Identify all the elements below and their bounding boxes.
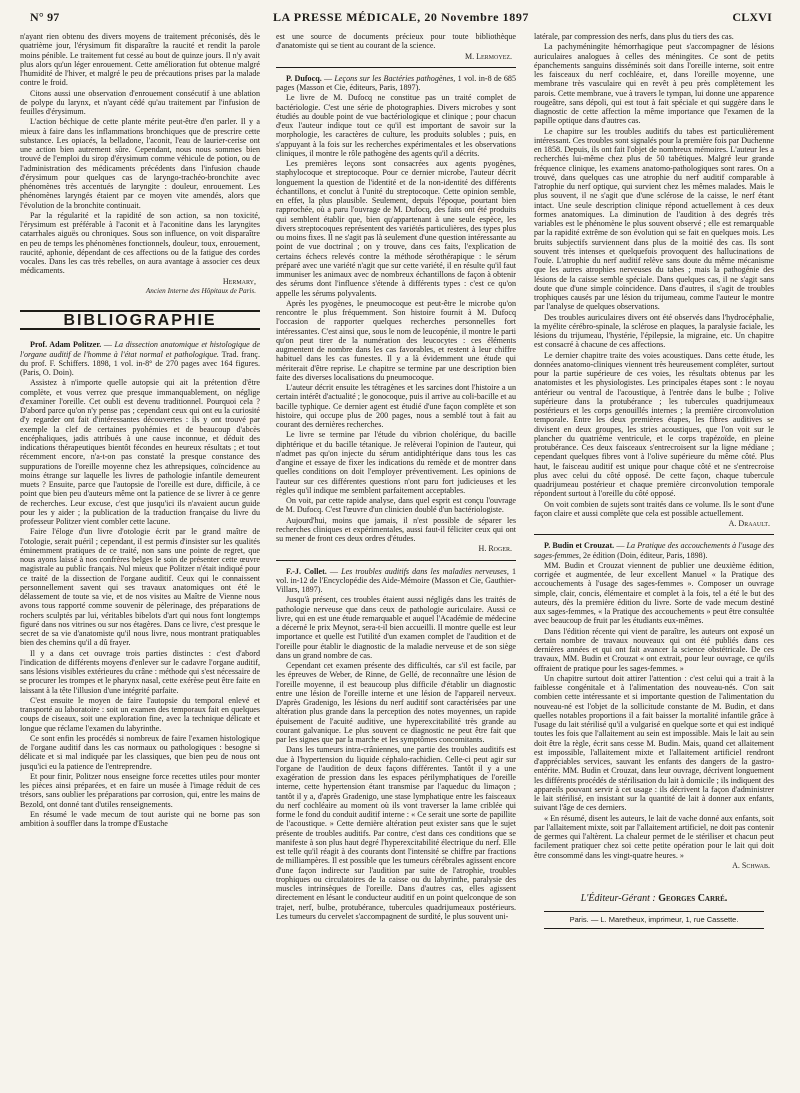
paragraph: En résumé le vade mecum de tout auriste qui ne borne pas son ambition à souffler dans la trompe d'Eustache <box>20 809 260 828</box>
review-heading: F.-J. Collet. — Les troubles auditifs dans les maladies nerveuses, 1 vol. in-12 de l'Encyclopédie des Aide-Mémoire (Masson et Cie, Gauthier-Villars, 1897). <box>276 566 516 594</box>
review-author: P. Budin et Crouzat. <box>544 541 615 551</box>
divider <box>276 67 516 68</box>
paragraph: « En résumé, disent les auteurs, le lait de vache donné aux enfants, soit par l'allaitement mixte, soit par l'allaitement artificiel, ne doit pas contenir de germes qui l'altèrent. La chaleur permet de le stériliser et chacun peut facilement pratiquer chez soi cette petite opération pour le lait qui doit être consommé dans les vingt-quatre heures. » <box>534 813 774 860</box>
paragraph: Citons aussi une observation d'enrouement consécutif à une ablation de polype du larynx, et n'ayant cédé qu'au traitement par l'infusion de feuilles d'érysimum. <box>20 88 260 116</box>
paragraph: La pachyméningite hémorrhagique peut s'accompagner de lésions auriculaires analogues à celles des méningites. Ce sont de petits épanchements sanguins disséminés soit dans l'oreille interne, soit entre les faisceaux du nerf cochléaire, et, dans l'oreille moyenne, une membrane très vasculaire qui en revêt à peu près complètement les parois. Cette membrane, vue à travers le tympan, lui donne une apparence rougeâtre, sans dépoli, qui est tout à fait spéciale et qui suggère dans le diagnostic de cette affection la même importance que l'examen de la papille optique dans d'autres cas. <box>534 42 774 126</box>
paragraph: Des troubles auriculaires divers ont été observés dans l'hydrocéphalie, la myélite cérébro-spinale, la sclérose en plaques, la paralysie faciale, les lésions du trijumeau, l'hystérie, l'épilepsie, la migraine, etc. Un chapitre est consacré à chacune de ces affections. <box>534 312 774 350</box>
divider <box>534 534 774 535</box>
paragraph: Dans les tumeurs intra-crâniennes, une partie des troubles auditifs est due à l'hypertension du liquide céphalo-rachidien. Celle-ci peut agir sur l'organe de l'audition de deux façons différentes. Tantôt il y a une exagération de pression dans les espaces périlymphatiques de l'oreille interne, cette hypertension étant transmise par l'aqueduc du limaçon ; tantôt il y a, d'après Gradenigo, une stase lymphatique entre les faisceaux du nerf cochléaire au moment où ils vont traverser la lame criblée qui forme le fond du conduit auditif interne : « Ce serait une sorte de papillite de l'acoustique. » Cette dernière altération peut exister sans que le sujet présente de troubles auditifs. Par contre, c'est dans ces conditions que se manifeste à son plus haut degré l'hyperexcitabilité électrique du nerf. Elle est telle qu'il réagit à des courants dont l'intensité se chiffre par fractions de milliampères. Il est possible que les tumeurs cérébrales agissent encore d'une façon indirecte sur l'audition par suite de l'atrophie, troubles trophiques ou circulatoires de la caisse ou du labyrinthe, paralysie des muscles intrinsèques de l'oreille. Dans d'autres cas, elles agissent directement en lésant le conducteur auditif en un point quelconque de son trajet, nerf, bulbe, protubérance, tubercules quadrijumeaux postérieurs. Les tumeurs du cervelet s'accompagnent de surdité, le plus souvent uni- <box>276 745 516 921</box>
paragraph: L'auteur décrit ensuite les tétragènes et les sarcines dont l'histoire a un certain intérêt d'actualité ; le gonocoque, puis il arrive au coli-bacille et au bacille typhique. Ce dernier agent est étudié d'une façon complète et son histoire, qui occupe plus de 200 pages, nous a semblé tout à fait au courant des dernières recherches. <box>276 383 516 429</box>
paragraph: Aujourd'hui, moins que jamais, il n'est possible de séparer les recherches cliniques et expérimentales, aussi faut-il féliciter ceux qui ont su mener de front ces deux ordres d'études. <box>276 515 516 543</box>
review-signature: H. Roger. <box>478 544 512 554</box>
paragraph: latérale, par compression des nerfs, dans plus du tiers des cas. <box>534 32 734 41</box>
review-heading: P. Budin et Crouzat. — La Pratique des accouchements à l'usage des sages-femmes, 2e édition (Doin, éditeur, Paris, 1898). <box>534 541 774 560</box>
review-publication: 1 vol. in-8 de 685 pages (Masson et Cie, éditeurs, Paris, 1897). <box>276 73 516 92</box>
paragraph: n'ayant rien obtenu des divers moyens de traitement préconisés, dès le quatrième jour, l'érysimum fit disparaître la raucité et rendit la parole moins pénible. Le traitement fut cessé au bout de quinze jours. Il n'y avait plus alors qu'un léger enrouement. Cette amélioration fut obtenue malgré l'humidité de l'hiver, et malgré le peu de précautions prises par la malade contre le froid. <box>20 32 260 88</box>
paragraph: Et pour finir, Politzer nous enseigne force recettes utiles pour monter les pièces ainsi préparées, et en faire un musée à l'image réduit de ces trésors, sans oublier les préparations par corrosion, qui, entre les mains de Bezold, ont donné tant d'utiles renseignements. <box>20 771 260 809</box>
issue-number: N° 97 <box>30 10 60 24</box>
review-publication: 1 vol. in-12 de l'Encyclopédie des Aide-Mémoire (Masson et Cie, Gauthier-Villars, 1897). <box>276 566 516 594</box>
review-heading: P. Dufocq. — Leçons sur les Bactéries pathogènes, 1 vol. in-8 de 685 pages (Masson et Cie, éditeurs, Paris, 1897). <box>276 73 516 92</box>
review-publication: 2e édition (Doin, éditeur, Paris, 1898). <box>583 550 708 560</box>
paragraph: L'action béchique de cette plante mérite peut-être d'en parler. Il y a mieux à faire dans les inflammations bronchiques que de prescrire cette substance. Les opiacés, la belladone, l'aconit, l'eau de laurier-cerise ont une action bien autrement sûre. Cependant, nous nous sommes bien trouvé de l'emploi du sirop d'érysimum comme véhicule de potion, ou de l'administration des médicaments précédents dans l'infusion chaude d'érysimum pour quelques cas de laryngo-trachéo-bronchite avec phénomènes très accentués de laryngite : douleur, enrouement. Les phénomènes laryngés étaient par ce moyen vite amendés, alors que l'évolution de la bronchite continuait. <box>20 117 260 210</box>
paragraph: Cependant cet examen présente des difficultés, car s'il est facile, par les épreuves de Weber, de Rinne, de Gellé, de reconnaître une lésion de l'oreille moyenne, il est beaucoup plus difficile d'établir un diagnostic entre une lésion de l'oreille interne et une lésion de l'appareil nerveux. D'après Gradenigo, les lésions du nerf auditif sont caractérisées par une altération plus grande dans la perception des notes moyennes, un rapide épuisement de l'acuité auditive, une hyperexcitabilité très grande au courant galvanique. Le plus souvent ce diagnostic ne peut être fait que par les signes que par la marche et les symptômes concomitants. <box>276 661 516 744</box>
paragraph: Par la régularité et la rapidité de son action, sa non toxicité, l'érysimum est préférable à l'aconit et à l'aconitine dans les laryngites catarrhales aiguës ou chroniques. Sous son influence, on voit disparaître en peu de temps les phénomènes fonctionnels, douleur, toux, enrouement, raucité, aphonie, dépendant de ces affections ou de la fatigue des cordes vocales. Dans les cas très rebelles, on aura avantage à associer ces deux médicaments. <box>20 210 260 276</box>
review-author: F.-J. Collet. <box>286 566 327 576</box>
paragraph: Le livre se termine par l'étude du vibrion cholérique, du bacille diphtérique et du bacille tétanique. Je relèverai l'opinion de l'auteur, qui n'admet pas qu'on injecte du sérum antidiphtérique dans tous les cas d'angine et essaye de fixer les indications du remède et de montrer dans quelles conditions on doit l'employer préventivement. Les opinions de l'auteur sur ces différentes questions n'ont paru fort judicieuses et les règles qu'il indique me semblent parfaitement acceptables. <box>276 430 516 495</box>
column-2 <box>276 32 516 1072</box>
paragraph: Jusqu'à présent, ces troubles étaient aussi négligés dans les traités de pathologie nerveuse que dans ceux de pathologie auriculaire. Aussi ce livre, qui en est une étude remarquable et auquel l'Académie de médecine a décerné le prix Meynot, sera-t-il bien accueilli. Il montre quelle est leur importance et quelle est l'utilité d'un examen complet de l'audition et de l'oreille pour établir le diagnostic de la maladie nerveuse et de son siège dans un grand nombre de cas. <box>276 595 516 660</box>
publisher-credit <box>534 894 774 903</box>
paragraph: Les premières leçons sont consacrées aux agents pyogènes, staphylocoque et streptocoque. Pour ce dernier microbe, l'auteur décrit longuement la question de l'identité et de la non-identité des différents échantillons, et conclut à l'unité du streptocoque. Cette opinion semble, en effet, la plus plausible. Seulement, depuis l'époque, pourtant bien rapprochée, où a paru l'ouvrage de M. Dufocq, des faits ont été produits qui semblent établir que, bien qu'appartenant à une seule espèce, les divers streptocoques représentent des variétés particulières, des types plus ou moins fixes. Il ne s'agit pas là seulement d'une question intéressante au point de vue doctrinal ; on y trouve, dans ces faits, l'explication de certains échecs relevés contre la méthode sérothérapique : le sérum préparé avec une variété n'agit que sur cette variété, il en résulte qu'il faut immuniser les animaux avec de nombreux échantillons de façon à obtenir des sérums dont l'influence s'étende à différents types : c'est ce qu'on appelle les sérums polyvalents. <box>276 159 516 298</box>
review-book-title: La Pratique des accouchements à l'usage des sages-femmes, <box>534 541 774 560</box>
paragraph: Le dernier chapitre traite des voies acoustiques. Dans cette étude, les données anatomo-cliniques viennent très heureusement compléter, surtout pour la partie supérieure de ces voies, les résultats obtenus par les anatomistes et les physiologistes. Les principales étapes sont : le noyau antérieur ou ventral de l'acoustique, à l'entrée dans le bulbe ; l'olive supérieure dans la protubérance ; les tubercules quadrijumeaux postérieurs et les corps genouillés internes ; la première circonvolution temporale. Entre les deux premières étapes, les fibres auditives se divisent en deux groupes, les stries acoustiques, que l'on voit sur le plancher du quatrième ventricule, et le corps trapézoïde, en pleine protubérance. Ces deux faisceaux s'entrecroisent sur la ligne médiane ; cependant quelques fibres vont à l'olive supérieure du même côté. Plus haut, le faisceau auditif est unique pour chaque côté et ne s'entrecroise plus avec celui du côté opposé. De cette façon, chaque tubercule quadrijumeau postérieur et chaque première circonvolution temporale répondent surtout à l'oreille du côté opposé. <box>534 350 774 499</box>
review-book-title: Leçons sur les Bactéries pathogènes, <box>334 73 456 83</box>
printer-imprint: Paris. — L. Maretheux, imprimeur, 1, rue Cassette. <box>544 911 764 928</box>
paragraph: Il y a dans cet ouvrage trois parties distinctes : c'est d'abord l'indication de différents moyens d'enlever sur le cadavre l'organe auditif, sans lésions visibles extérieures du crâne : méthode qui s'est nécessaire de se procurer les trompes et le pharynx nasal, cette exérèse peut être faite en laissant à la tête l'illusion d'une intégrité parfaite. <box>20 648 260 695</box>
paragraph: MM. Budin et Crouzat viennent de publier une deuxième édition, corrigée et augmentée, de leur excellent Manuel « la Pratique des accouchements à l'usage des sages-femmes ». Composer un ouvrage simple, clair, concis, élémentaire et complet à la fois, tel a été le but des auteurs, dès la première édition du livre. Sorte de vade mecum destiné aux sages-femmes, « la Pratique des accouchements » peut être consultée avec beaucoup de fruit par les étudiants eux-mêmes. <box>534 560 774 626</box>
paragraph: Un chapitre surtout doit attirer l'attention : c'est celui qui a trait à la faiblesse congénitale et à l'alimentation des nouveau-nés. C'on sait combien cette intéressante et si importante question de l'alimentation du nouveau-né est l'objet de la sollicitude constante de M. Budin, et dans quelles notables proportions il a fait baisser la mortalité infantile grâce à l'usage du lait stérilisé qu'il a vulgarisé en quelque sorte et qui est indiqué toutes les fois que l'allaitement au sein est impossible. Mais le lait au sein doit être la règle, écrit sans cesse M. Budin. Mais, quand cet allaitement est impossible, l'allaitement mixte et l'allaitement artificiel rendront d'appréciables services, sauvant les enfants des dangers de la gastro-entérite. MM. Budin et Crouzat, dans leur ouvrage, décrivent longuement les différents procédés de stérilisation du lait à domicile ; ils indiquent des appareils pouvant servir à cet usage : ils décrivent la façon d'administrer le lait stérilisé, en insistant sur la quantité de lait à donner aux enfants, suivant l'âge de ces derniers. <box>534 673 774 813</box>
publisher-label: L'Éditeur-Gérant : <box>580 893 656 904</box>
review-author: Prof. Adam Politzer. <box>30 340 102 350</box>
page-header <box>30 10 772 28</box>
author-affiliation: Ancien Interne des Hôpitaux de Paris. <box>145 286 256 295</box>
paragraph: C'est ensuite le moyen de faire l'autopsie du temporal enlevé et transporté au laboratoire : soit un examen des temporaux fait en quelques coups de ciseaux, soit une exploration fine, avec la technique délicate et longue que réclame l'examen du labyrinthe. <box>20 695 260 733</box>
review-book-title: La dissection anatomique et histologique de l'organe auditif de l'homme à l'état normal et pathologique. <box>20 340 260 359</box>
journal-title: LA PRESSE MÉDICALE, 20 Novembre 1897 <box>272 10 530 24</box>
paragraph: est une source de documents précieux pour toute bibliothèque d'anatomiste qui se tient au courant de la science. <box>276 32 516 51</box>
review-heading: Prof. Adam Politzer. — La dissection anatomique et histologique de l'organe auditif de l'homme à l'état normal et pathologique. Trad. franç. du prof. F. Schiffers. 1898, 1 vol. in-8° de 270 pages avec 164 figures. (Paris, O. Doin). <box>20 340 260 377</box>
review-author: P. Dufocq. <box>286 73 322 83</box>
review-signature: A. Schwab. <box>732 860 770 870</box>
review-publication: Trad. franç. du prof. F. Schiffers. 1898, 1 vol. in-8° de 270 pages avec 164 figures. (Paris, O. Doin). <box>20 349 260 377</box>
paragraph: Faire l'éloge d'un livre d'otologie écrit par le grand maître de l'otologie, serait puéril ; cependant, il est permis d'insister sur les qualités éminemment pratiques de ce traité, non sans une pointe de regret, que nous ayons laissé à nos confrères belges le soin de présenter cette œuvre magistrale au public français. Nul mieux que Politzer n'était indiqué pour ce traité de la dissection de l'organe auditif. Ceux qui le connaissent personnellement savent qui ses travaux anatomiques ont été le délassement de toute sa vie, et de nos visites au Maître de Vienne nous avons tous rapporté comme souvenir de pèlerinage, des préparations de rochers sculptés par lui, véritables bibelots d'art qui nous font longtemps figuré dans nos vitrines ou sur nos étagères. Dans ce livre, c'est presque le secret de sa vie d'anatomiste qu'il nous livre, nous montrant pratiquables bien des chemins qu'il a dû frayer. <box>20 527 260 648</box>
paragraph: Après les pyogènes, le pneumocoque est peut-être le microbe qu'on rencontre le plus fréquemment. Son histoire fournit à M. Dufocq l'occasion de rapporter quelques recherches personnelles fort intéressantes. C'est ainsi que, sous le nom de leucopénie, il montre le parti qu'on peut tirer de la numération des leucocytes : ces éléments augmentent de nombre dans les cas favorables, et restent à leur chiffre habituel dans les cas funestes. Il y a là évidemment une étude qui mériterait d'être reprise. Le chapitre se termine par une description bien faite des diverses localisations du pneumocoque. <box>276 298 516 382</box>
review-signature: M. Lermoyez. <box>465 51 512 61</box>
paragraph: Le livre de M. Dufocq ne constitue pas un traité complet de bactériologie. C'est une série de photographies. Divers microbes y sont étudiés au double point de vue bactériologique et clinique ; pour chacun d'eux l'auteur indique tout ce qu'il est important de savoir sur la morphologie, les caractères de culture, les produits solubles ; puis, en s'appuyant à la fois sur les recherches expérimentales et les observations cliniques, il montre le rôle pathogène des agents qu'il a décrits. <box>276 93 516 158</box>
column-1 <box>20 32 260 1072</box>
author-signature: Hermary, <box>222 276 256 286</box>
paragraph: Assistez à n'importe quelle autopsie qui ait la prétention d'être complète, et vous verrez que presque immanquablement, on néglige d'examiner l'oreille. Cet oubli est devenu traditionnel. Pourquoi cela ? D'abord parce qu'on n'y pense pas ; cependant ceux qui ont eu la curiosité d'y regarder ont fait d'intéressantes découvertes : ils y ont trouvé par exemple la clef de certaines pyohémies et de beaucoup d'abcès encéphaliques, jadis attribués à une cause inconnue, et déduit des indications thérapeutiques bientôt fécondes en heureux résultats ; et tout récemment encore, n'a-t-on pas constaté la presque constance des suppurations de l'oreille moyenne chez les athrepsiques, coïncidence au moins étrange sur laquelle les livres de pathologie infantile demeurent muets ? Ensuite, parce que l'autopsie de l'oreille est dure, difficile, à ce point que bien peu d'auteurs même ont la patience de se livrer à ce genre de recherches. Leur excuse, c'est que jusqu'ici ils n'avaient aucun guide pour les y aider ; la publication de la traduction française du livre du professeur Politzer vient combler cette lacune. <box>20 378 260 526</box>
paragraph: Le chapitre sur les troubles auditifs du tabes est particulièrement intéressant. Ces troubles sont signalés pour la première fois par Duchenne en 1858. Depuis, ils ont fait l'objet de nombreux mémoires. L'auteur les a recherchés lui-même chez plus de 50 tabétiques. Malgré leur grande fréquence clinique, les examens anatomo-pathologiques sont rares. On a trouvé, dans quelques cas une atrophie du nerf auditif comparable à l'atrophie du nerf optique, qui survient chez les mêmes malades. Mais le plus souvent, il ne s'agit que d'une sclérose de la caisse, le nerf étant intact. Une seule description clinique répond actuellement à ces deux formes anatomiques. La diminution de l'audition à des degrés très variables est le phénomène le plus souvent observé ; elle est remarquable par la rapidité extrême de son évolution qui se fait en quelques mois. Les bruits subjectifs surviennent dans plus de la moitié des cas. Ils sont souvent très intenses et quelquefois provoquent des hallucinations de l'ouïe. L'atrophie du nerf auditif relève sans doute du même mécanisme que les autres atrophies nerveuses du tabes ; mais la pathogénie des lésions de la caisse semble spéciale. Dans quelques cas, il ne s'agit sans doute que d'une simple coïncidence. Dans d'autres, il s'agit de troubles trophiques causés par une lésion du trijumeau, comme l'auteur le montre par l'analyse de quelques observations. <box>534 126 774 312</box>
paragraph: On voit, par cette rapide analyse, dans quel esprit est conçu l'ouvrage de M. Dufocq. C'est l'œuvre d'un clinicien doublé d'un bactériologiste. <box>276 496 516 515</box>
review-book-title: Les troubles auditifs dans les maladies nerveuses, <box>341 566 509 576</box>
paragraph: Ce sont enfin les procédés si nombreux de faire l'examen histologique de l'organe auditif dans les cas normaux ou pathologiques : besogne si délicate et si mal indiquée par les classiques, que bien peu de nous ont jusqu'ici eu la patience de l'entreprendre. <box>20 733 260 771</box>
divider <box>276 560 516 561</box>
paragraph: On voit combien de sujets sont traités dans ce volume. Ils le sont d'une façon claire et aussi complète que cela est possible actuellement. <box>534 499 774 518</box>
column-3 <box>534 32 774 1072</box>
section-title: BIBLIOGRAPHIE <box>20 310 260 330</box>
review-signature: A. Draault. <box>728 519 770 528</box>
publisher-name: Georges Carré. <box>658 893 728 904</box>
page-number: CLXVI <box>732 10 772 24</box>
paragraph: Dans l'édition récente qui vient de paraître, les auteurs ont exposé un certain nombre de travaux nouveaux qui ont été publiés dans ces dernières années et qui ont fait avancer la science obstétricale. De ces travaux, MM. Budin et Crouzat « ont extrait, pour leur ouvrage, ce qu'ils offraient de pratique pour les sages-femmes. » <box>534 626 774 673</box>
